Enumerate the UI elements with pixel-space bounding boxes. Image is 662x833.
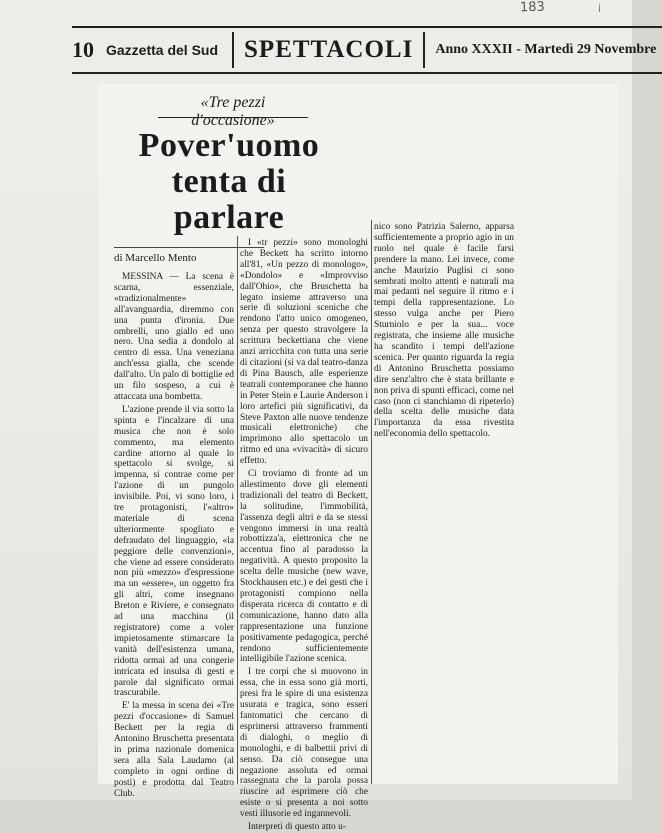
paragraph: Ci troviamo di fronte ad un allestimento dove gli elementi tradizionali del teatro di Beckett, la solitudine, l'immobilità, l'assenza degli altri e da se stessi vengono immersi in una realtà robottizza'a, elettronica che ne accentua fino al paradosso la negatività. A questo proposito la scelta delle musiche (new wave, Stockhausen etc.) e dei gesti che i protagonisti compiono nella disperata ricerca di contatto e di comunicazione, hanno dato alla rappresentazione una funzione positivamente pedagogica, perché rendono sufficientemente intelligibile l'azione scenica. [240,469,368,665]
kicker-rule [158,117,308,118]
paragraph: E' la messa in scena dei «Tre pezzi d'occasione» di Samuel Beckett per la regia di Antonino Bruschetta presentata in prima nazionale domenica sera alla Sala Laudamo (al completo in ogni ordine di posti) e prodotta dal Teatro Club. [114,701,234,799]
paragraph: I «tr pezzi» sono monologhi che Beckett ha scritto intorno all'81, «Un pezzo di monologo», «Dondolo» e «Improvviso dall'Ohio», che Bruschetta ha legato insieme attraverso una serie di soluzioni sceniche che rendono l'atto unico omogeneo, senza per questo stravolgere la scrittura beckettiana che viene anzi arricchita con tutta una serie di citazioni (si va dal teatro-danza di Pina Bausch, alle esperienze teatrali contemporanee che hanno in Peter Stein e Laurie Anderson i loro artefici più significativi, da Steve Paxton alle nuove tendenze musicali elettroniche) che imprimono allo spettacolo un ritmo ed una «vivacità» di sicuro effetto. [240,238,368,467]
article-column-3 [374,222,514,482]
article-column-2 [240,238,368,833]
article-headline: Pover'uomo tenta di parlare [138,127,320,236]
column-separator [371,220,372,784]
paper-name: Gazzetta del Sud [106,42,219,58]
article-column-1 [114,272,234,799]
page-number: 10 [72,37,94,62]
handwritten-note: 183 [519,0,546,16]
paragraph: I tre corpi che si muovono in essa, che in essa sono già morti, presi fra le spire di una esistenza usurata e tragica, sono esseri fantomatici che cercano di esprimersi attraverso frammenti di dialoghi, o meglio di monologhi, e di balbettii privi di senso. Da ciò consegue una negazione assoluta ed ormai rassegnata che la parola possa riuscire ad esprimere ciò che esiste o si presenta a noi sotto vesti illusorie ed ingannevoli. [240,667,368,820]
paragraph: nico sono Patrizia Salerno, apparsa sufficientemente a proprio agio in un ruolo nel quale è facile farsi prendere la mano. Lei invece, come anche Maurizio Puglisi ci sono sembrati molto attenti e naturali ma mai pedanti nel seguire il ritmo e i tempi della rappresentazione. Lo stesso vulga anche per Piero Sturniolo e per la sua... voce registrata, che insieme alle musiche ha scandito i tempi dell'azione scenica. Per quanto riguarda la regia di Antonino Bruschetta possiamo dire senz'altro che è stata brillante e non priva di spunti efficaci, come nel caso (non ci stanchiamo di ripeterlo) della scelta delle musiche data l'importanza da essa rivestita nell'economia dello spettacolo. [374,222,514,440]
article-byline: di Marcello Mento [114,252,197,264]
article-kicker: «Tre pezzi d'occasione» [191,94,275,129]
masthead [72,26,662,74]
paragraph: Interpreti di questo atto u- [248,822,346,833]
column-separator [237,236,238,784]
issue-date: Anno XXXII - Martedì 29 Novembre [435,42,657,57]
paragraph: MESSINA — La scena è scarna, essenziale, «tradizionalmente» all'avanguardia, diremmo con una punta d'ironia. Due ombrelli, uno giallo ed uno nero. Una sedia a dondolo al centro di essa. Una veneziana anch'essa gialla, che scende dall'alto. Un palo di bottiglie ed un filo sospeso, a cui è attaccata una bombetta. [114,272,234,402]
article-clipping [98,84,618,833]
handwritten-mark: i [598,2,602,15]
section-title: SPETTACOLI [232,32,425,68]
paragraph: L'azione prende il via sotto la spinta e l'incalzare di una musica che non è solo commento, ma elemento cardine attorno al quale lo spettacolo si svolge, si impenna, si contrae come per l'azione di un pungolo invisibile. Poi, vi sono loro, i tre protagonisti, l'«altro» materiale di scena ulteriormente spogliato e defraudato del linguaggio, «la peggiore delle convenzioni», che viene ad essere considerato non più «mezzo» d'espressione ma un «essere», un oggetto fra gli altri, come insegnano Breton e Riviere, e consegnato ad una macchina (il registratore) come a voler impietosamente stimarcare la vanità dell'esistenza umana, ridotta ormai ad una congerie intricata ed insulsa di gesti e parole dal significato ormai trascurabile. [114,404,234,699]
